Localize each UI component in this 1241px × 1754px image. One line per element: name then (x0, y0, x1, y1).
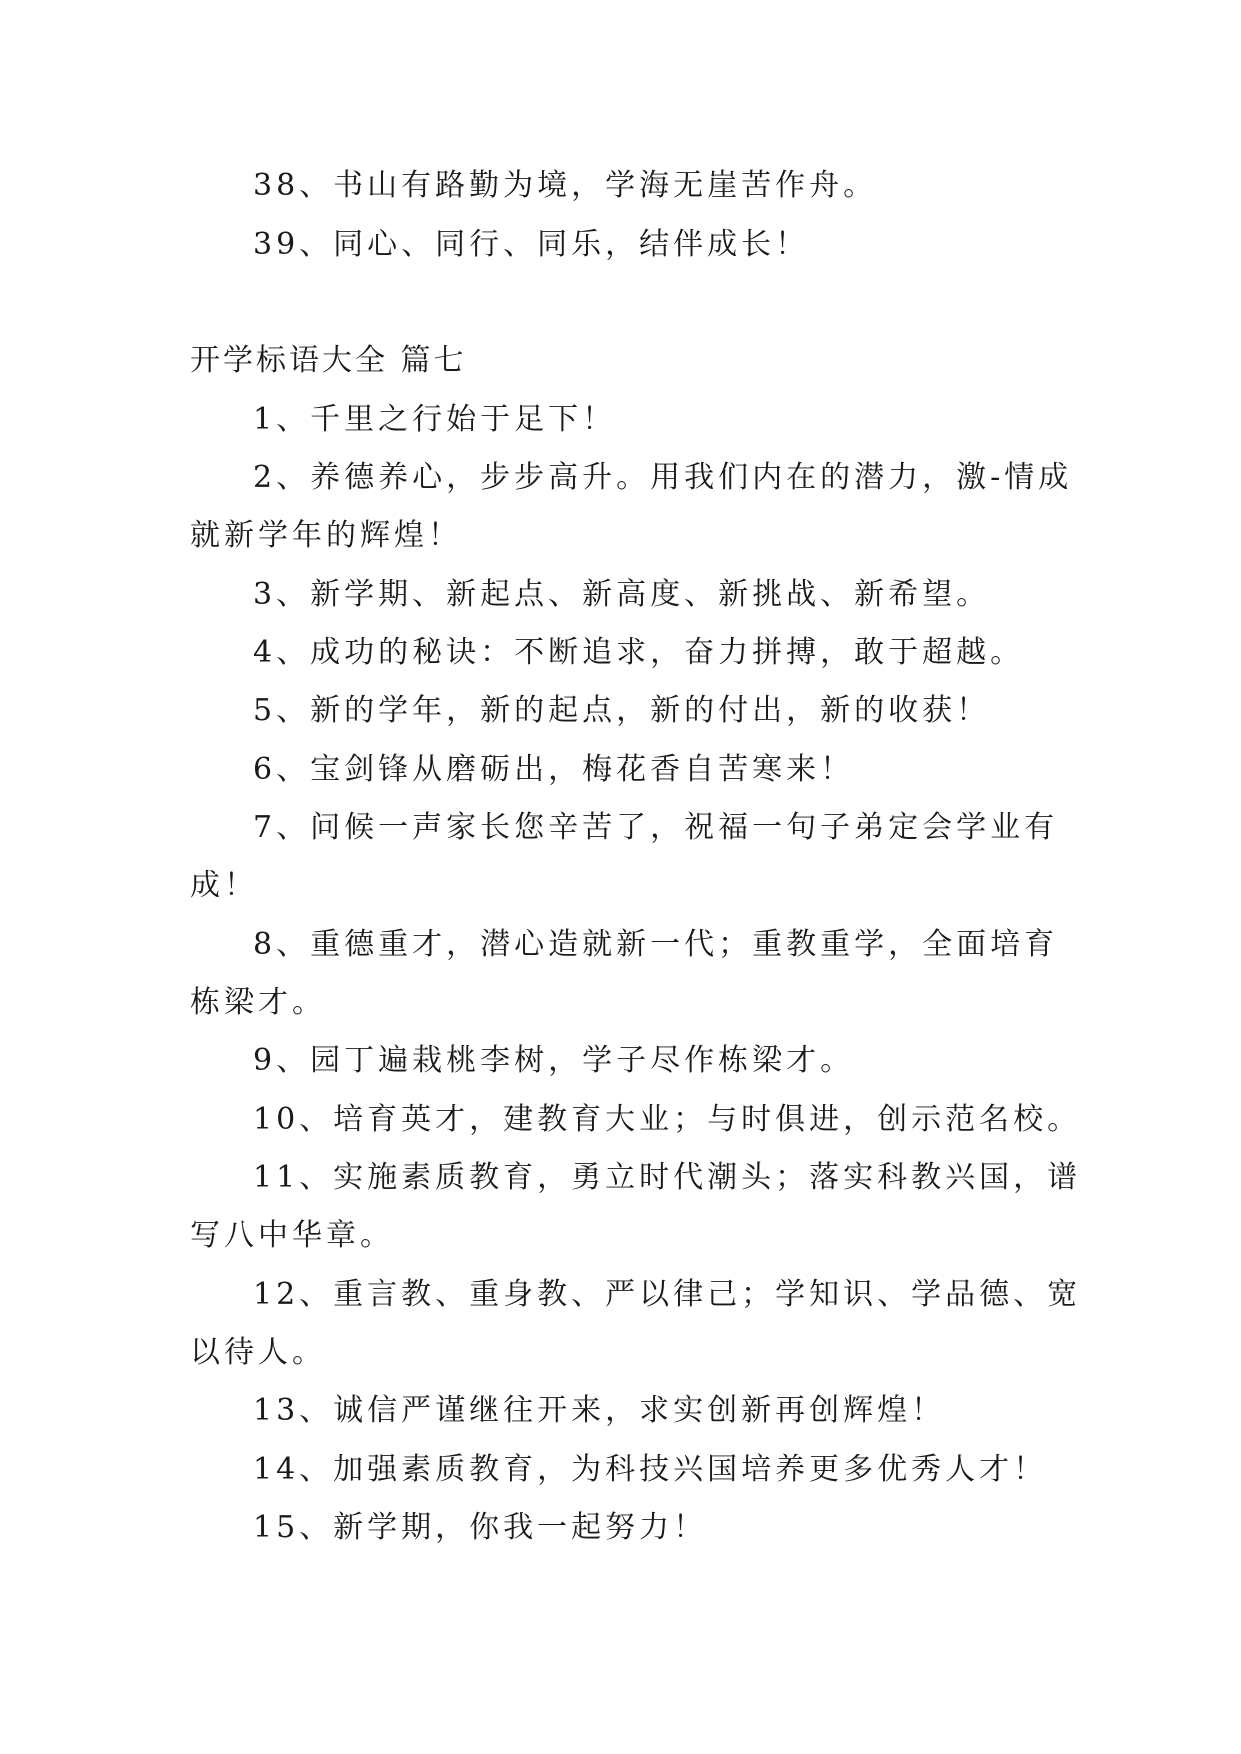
list-item-8-cont: 栋梁才。 (190, 985, 326, 1020)
list-item-13: 13、诚信严谨继往开来，求实创新再创辉煌！ (253, 1393, 946, 1428)
list-item-7-cont: 成！ (190, 868, 258, 903)
prev-item-38: 38、书山有路勤为境，学海无崖苦作舟。 (253, 168, 878, 203)
list-item-6: 6、宝剑锋从磨砺出，梅花香自苦寒来！ (253, 752, 855, 787)
prev-item-39: 39、同心、同行、同乐，结伴成长！ (253, 227, 810, 262)
list-item-12-cont: 以待人。 (190, 1335, 326, 1370)
list-item-9: 9、园丁遍栽桃李树，学子尽作栋梁才。 (253, 1043, 855, 1078)
list-item-14: 14、加强素质教育，为科技兴国培养更多优秀人才！ (253, 1452, 1048, 1487)
list-item-2-cont: 就新学年的辉煌！ (190, 518, 462, 553)
list-item-15: 15、新学期，你我一起努力！ (253, 1510, 708, 1545)
list-item-2: 2、养德养心，步步高升。用我们内在的潜力，激-情成 (253, 460, 1073, 495)
list-item-11-cont: 写八中华章。 (190, 1218, 394, 1253)
section-title: 开学标语大全 篇七 (190, 343, 467, 378)
list-item-3: 3、新学期、新起点、新高度、新挑战、新希望。 (253, 577, 991, 612)
list-item-8: 8、重德重才，潜心造就新一代；重教重学，全面培育 (253, 927, 1059, 962)
list-item-5: 5、新的学年，新的起点，新的付出，新的收获！ (253, 693, 991, 728)
list-item-4: 4、成功的秘诀：不断追求，奋力拼搏，敢于超越。 (253, 635, 1025, 670)
list-item-1: 1、千里之行始于足下！ (253, 402, 617, 437)
list-item-12: 12、重言教、重身教、严以律己；学知识、学品德、宽 (253, 1277, 1082, 1312)
list-item-7: 7、问候一声家长您辛苦了，祝福一句子弟定会学业有 (253, 810, 1059, 845)
list-item-10: 10、培育英才，建教育大业；与时俱进，创示范名校。 (253, 1102, 1082, 1137)
list-item-11: 11、实施素质教育，勇立时代潮头；落实科教兴国，谱 (253, 1160, 1082, 1195)
